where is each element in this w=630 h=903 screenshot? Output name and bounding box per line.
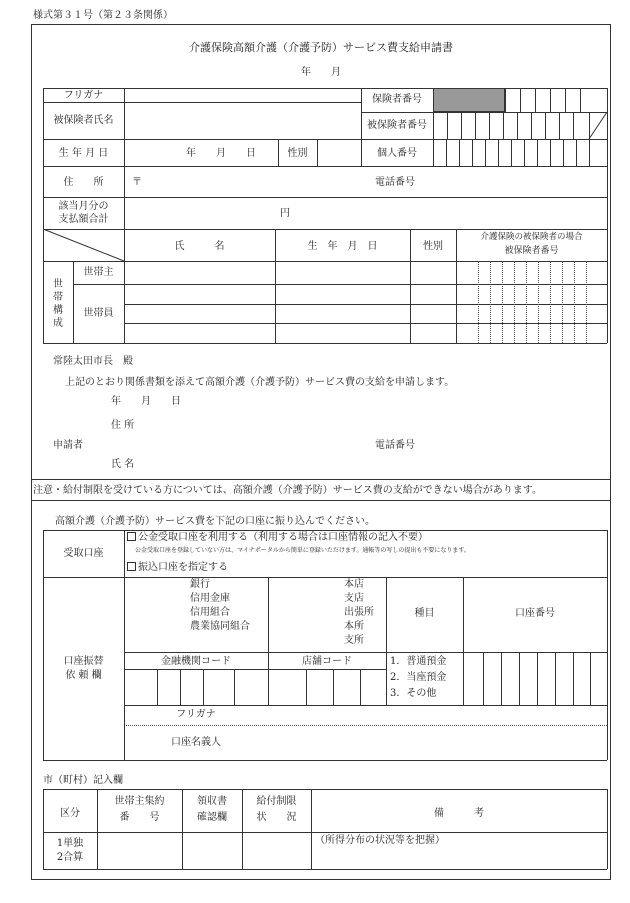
inst-type-agri-coop: 農業協同組合 [190, 621, 250, 632]
amount-label-1: 該当月分の [58, 201, 109, 212]
branch-type-branch: 支店 [344, 593, 364, 604]
branch-code-label: 店舗コード [302, 656, 352, 667]
household-section-label-2: 帯 [53, 292, 63, 303]
public-account-option[interactable] [127, 532, 428, 544]
designate-account-option[interactable] [127, 562, 228, 574]
account-type-label: 種目 [414, 608, 435, 619]
col-receipt-1: 領収書 [197, 796, 227, 807]
household-birth-header: 生 年 月 日 [307, 241, 378, 252]
household-head-label: 世帯主 [83, 267, 114, 278]
form-title: 介護保険高額介護（介護予防）サービス費支給申請書 [189, 41, 453, 54]
insured-name-label: 被保険者氏名 [53, 115, 114, 126]
inst-type-credit-union: 信用組合 [190, 607, 230, 618]
notice-text: 注意・給付制限を受けている方については、高額介護（介護予防）サービス費の支給ができない場合があります。 [33, 485, 542, 496]
postal-mark: 〒 [132, 177, 142, 188]
household-section-label-4: 成 [53, 318, 63, 329]
branch-type-sub: 出張所 [344, 607, 374, 618]
branch-type-head: 本店 [344, 579, 364, 590]
kubun-combined: 2合算 [56, 852, 84, 863]
insured-number-label: 被保険者番号 [367, 120, 427, 131]
remarks-note: （所得分布の状況等を把握） [315, 835, 445, 846]
account-number-label: 口座番号 [515, 608, 555, 619]
col-receipt-2: 確認欄 [197, 812, 227, 823]
personal-number-label: 個人番号 [377, 148, 417, 159]
acct-type-checking: 2．当座預金 [390, 672, 447, 683]
receive-account-label: 受取口座 [63, 548, 104, 559]
sex-label: 性別 [287, 148, 308, 159]
transfer-label-2: 依 頼 欄 [65, 670, 102, 681]
household-member-label: 世帯員 [83, 308, 114, 319]
applicant-address-label: 住 所 [111, 420, 135, 431]
inst-type-shinkin: 信用金庫 [190, 593, 230, 604]
household-ins-header-1: 介護保険の被保険者の場合 [480, 232, 583, 242]
public-account-note: 公金受取口座を登録していない方は、マイナポータルから簡単に登録いただけます。通帳等の写しの提出も不要になります。 [135, 547, 470, 554]
applicant-phone-label: 電話番号 [375, 440, 415, 451]
holder-furigana-label: フリガナ [176, 709, 216, 720]
col-remarks: 備 考 [434, 808, 484, 819]
city-section-title: 市（町村）記入欄 [43, 775, 123, 786]
household-ins-header-2: 被保険者番号 [504, 246, 559, 256]
branch-type-sub-office: 支所 [344, 635, 364, 646]
applicant-label: 申請者 [53, 440, 83, 451]
form-date: 年 月 [301, 67, 341, 78]
household-sex-header: 性別 [423, 241, 443, 252]
acct-type-ordinary: 1．普通預金 [390, 656, 447, 667]
household-name-header: 氏 名 [174, 241, 225, 252]
application-date: 年 月 日 [111, 396, 181, 407]
birthdate-format: 年 月 日 [186, 148, 256, 159]
col-setai-1: 世帯主集約 [114, 796, 165, 807]
kubun-single: 1単独 [56, 838, 84, 849]
branch-type-main-office: 本所 [344, 621, 364, 632]
address-label: 住 所 [63, 177, 104, 188]
designate-account-checkbox[interactable] [127, 562, 136, 571]
yen-label: 円 [280, 208, 290, 219]
inst-type-bank: 銀行 [190, 579, 210, 590]
insurer-number-label: 保険者番号 [372, 94, 422, 105]
acct-type-other: 3．その他 [390, 688, 437, 699]
institution-code-label: 金融機関コード [161, 656, 231, 667]
col-limit-1: 給付制限 [256, 796, 297, 807]
application-statement: 上記のとおり関係書類を添えて高額介護（介護予防）サービス費の支給を申請します。 [65, 377, 455, 388]
applicant-name-label: 氏 名 [111, 459, 135, 470]
amount-label-2: 支払額合計 [58, 214, 109, 225]
household-section-label-3: 構 [53, 305, 63, 316]
birthdate-label: 生 年 月 日 [58, 148, 109, 159]
furigana-label: フリガナ [63, 90, 104, 101]
designate-account-option-label: 振込口座を指定する [138, 562, 228, 573]
public-account-checkbox[interactable] [127, 532, 136, 541]
transfer-label-1: 口座振替 [63, 656, 104, 667]
col-kubun: 区分 [60, 808, 80, 819]
bank-intro: 高額介護（介護予防）サービス費を下記の口座に振り込んでください。 [55, 516, 375, 527]
phone-label: 電話番号 [375, 177, 415, 188]
public-account-option-label: 公金受取口座を利用する（利用する場合は口座情報の記入不要） [138, 532, 428, 543]
household-section-label-1: 世 [53, 279, 63, 290]
mayor-address: 常陸太田市長 殿 [53, 356, 133, 367]
col-limit-2: 状 況 [256, 812, 297, 823]
form-number: 様式第３１号（第２３条関係） [33, 10, 173, 21]
account-holder-label: 口座名義人 [171, 737, 221, 748]
col-setai-2: 番 号 [119, 812, 160, 823]
